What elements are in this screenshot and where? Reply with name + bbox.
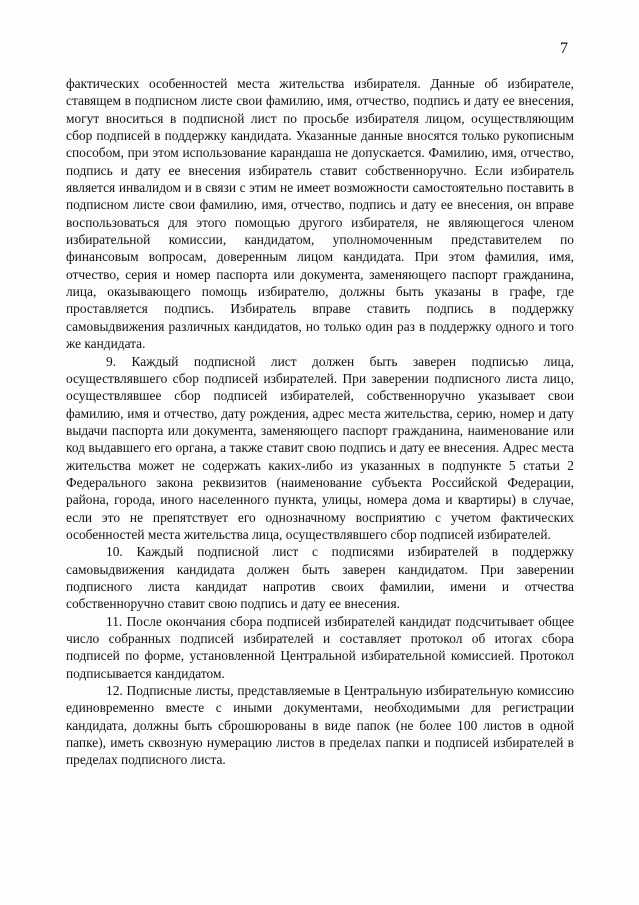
paragraph-11: 11. После окончания сбора подписей избирателей кандидат подсчитывает общее число собранных подписей избирателей и составляет протокол об итогах сбора подписей по форме, установленной Центральной избирательной комиссией. Протокол подписывается кандидатом. (66, 613, 574, 681)
document-body (66, 75, 574, 769)
paragraph-10: 10. Каждый подписной лист с подписями избирателей в поддержку самовыдвижения кандидата должен быть заверен кандидатом. При заверении подписного листа кандидат напротив своих фамилии, имени и отчества собственноручно ставит свою подпись и дату ее внесения. (66, 544, 574, 612)
paragraph-12: 12. Подписные листы, представляемые в Центральную избирательную комиссию единовременно вместе с иными документами, необходимыми для регистрации кандидата, должны быть сброшюрованы в виде папок (не более 100 листов в одной папке), иметь сквозную нумерацию листов в пределах папки и подписей избирателей в пределах подписного листа. (66, 683, 574, 768)
paragraph-9: 9. Каждый подписной лист должен быть заверен подписью лица, осуществлявшего сбор подписей избирателей. При заверении подписного листа лицо, осуществлявшее сбор подписей избирателей, собственноручно указывает свои фамилию, имя и отчество, дату рождения, адрес места жительства, серию, номер и дату выдачи паспорта или документа, заменяющего паспорт гражданина, наименование или код выдавшего его органа, а также ставит свою подпись и дату ее внесения. Адрес места жительства может не содержать каких-либо из указанных в подпункте 5 статьи 2 Федерального закона реквизитов (наименование субъекта Российской Федерации, района, города, иного населенного пункта, улицы, номера дома и квартиры) в случае, если это не препятствует его однозначному восприятию с учетом фактических особенностей места жительства лица, осуществлявшего сбор подписей избирателей. (66, 353, 574, 542)
paragraph-continued: фактических особенностей места жительства избирателя. Данные об избирателе, ставящем в подписном листе свои фамилию, имя, отчество, подпись и дату ее внесения, могут вноситься в подписной лист по просьбе избирателя лицом, осуществляющим сбор подписей в поддержку кандидата. Указанные данные вносятся только рукописным способом, при этом использование карандаша не допускается. Фамилию, имя, отчество, подпись и дату ее внесения избиратель ставит собственноручно. Если избиратель является инвалидом и в связи с этим не имеет возможности самостоятельно поставить в подписном листе свои фамилию, имя, отчество, подпись и дату ее внесения, он вправе воспользоваться для этого помощью другого избирателя, не являющегося членом избирательной комиссии, кандидатом, уполномоченным представителем по финансовым вопросам, доверенным лицом кандидата. При этом фамилия, имя, отчество, серия и номер паспорта или документа, заменяющего паспорт гражданина, лица, оказывающего помощь избирателю, должны быть указаны в графе, где проставляется подпись. Избиратель вправе ставить подпись в поддержку самовыдвижения различных кандидатов, но только один раз в поддержку одного и того же кандидата. (66, 76, 574, 352)
page-number: 7 (560, 40, 568, 57)
